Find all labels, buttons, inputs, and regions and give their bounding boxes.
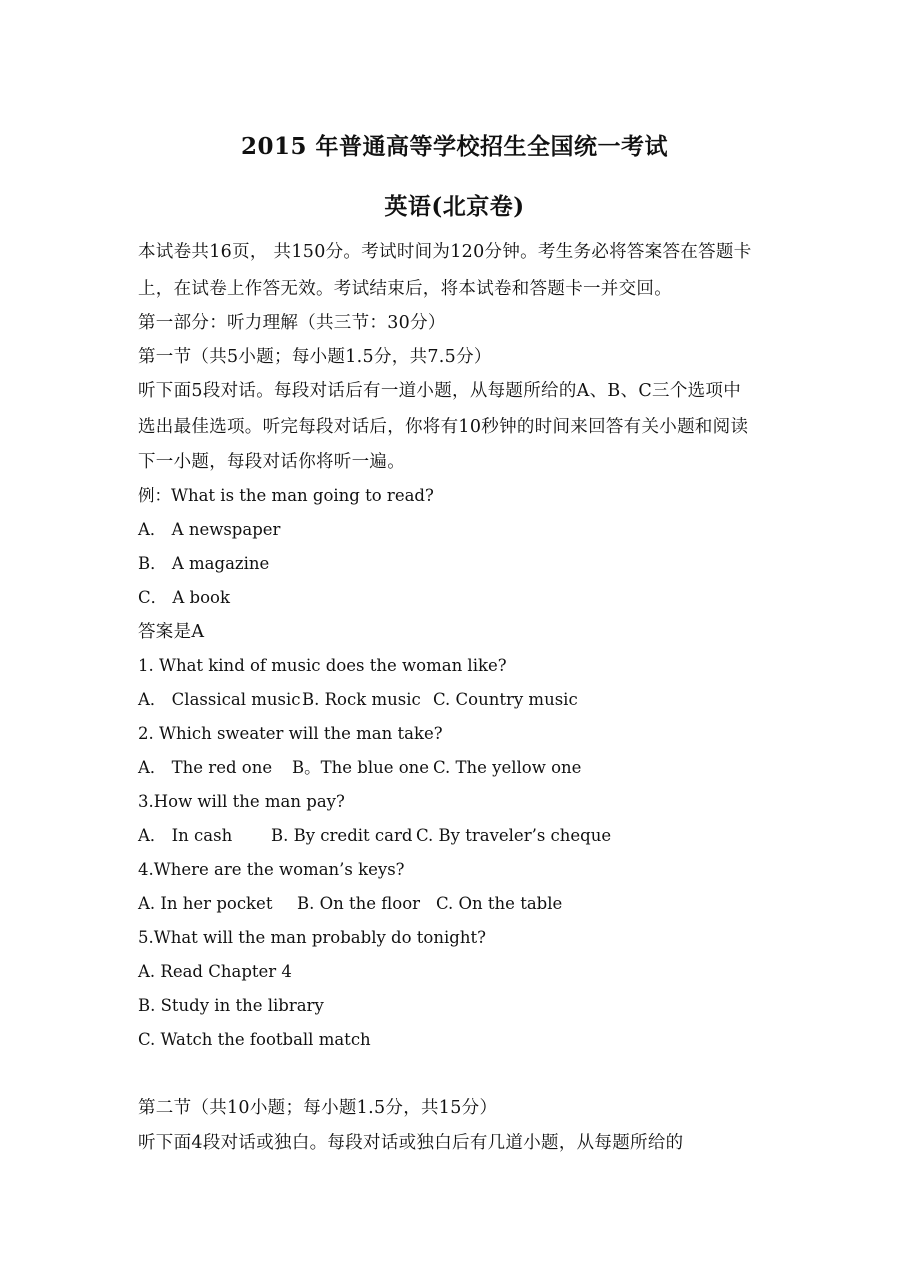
question-2-options xyxy=(138,757,581,779)
q2-option-a: A． The red one xyxy=(138,758,273,777)
q3-option-b: B. By credit card xyxy=(271,826,413,845)
q2-option-b: B。The blue one xyxy=(292,758,430,777)
question-4-options xyxy=(138,893,562,915)
example-option-a: A． A newspaper xyxy=(138,520,281,539)
section1-instruction-3: 下一小题，每段对话你将听一遍。 xyxy=(138,452,405,472)
q4-option-b: B. On the floor xyxy=(297,894,421,913)
page-title: 2015 年普通高等学校招生全国统一考试 xyxy=(240,133,669,160)
q1-option-b: B. Rock music xyxy=(302,690,421,709)
q5-option-a: A. Read Chapter 4 xyxy=(138,962,292,981)
question-1: 1. What kind of music does the woman like? xyxy=(138,656,507,675)
q3-option-a: A． In cash xyxy=(138,826,233,845)
intro-line-1: 本试卷共16页， 共150分。考试时间为120分钟。考生务必将答案答在答题卡 xyxy=(138,242,752,262)
q1-option-c: C. Country music xyxy=(433,690,578,709)
part1-heading: 第一部分：听力理解（共三节：30分） xyxy=(138,313,446,333)
question-5: 5.What will the man probably do tonight? xyxy=(138,928,486,947)
question-1-options xyxy=(138,689,578,711)
page-subtitle: 英语(北京卷) xyxy=(384,193,525,220)
intro-line-2: 上，在试卷上作答无效。考试结束后，将本试卷和答题卡一并交回。 xyxy=(138,279,672,299)
section2-heading: 第二节（共10小题；每小题1.5分，共15分） xyxy=(138,1098,498,1118)
q4-option-a: A. In her pocket xyxy=(138,894,273,913)
q5-option-b: B. Study in the library xyxy=(138,996,324,1015)
example-answer: 答案是A xyxy=(138,622,205,642)
question-4: 4.Where are the woman’s keys? xyxy=(138,860,405,879)
example-option-b: B． A magazine xyxy=(138,554,270,573)
section2-instruction-1: 听下面4段对话或独白。每段对话或独白后有几道小题，从每题所给的 xyxy=(138,1133,684,1153)
example-question: 例：What is the man going to read? xyxy=(138,486,434,505)
example-option-c: C． A book xyxy=(138,588,230,607)
section1-instruction-2: 选出最佳选项。听完每段对话后，你将有10秒钟的时间来回答有关小题和阅读 xyxy=(138,417,749,437)
question-3-options xyxy=(138,825,611,847)
q3-option-c: C. By traveler’s cheque xyxy=(416,826,612,845)
q4-option-c: C. On the table xyxy=(436,894,563,913)
q2-option-c: C. The yellow one xyxy=(433,758,582,777)
section1-instruction-1: 听下面5段对话。每段对话后有一道小题，从每题所给的A、B、C三个选项中 xyxy=(138,381,742,401)
question-3: 3.How will the man pay? xyxy=(138,792,345,811)
q5-option-c: C. Watch the football match xyxy=(138,1030,371,1049)
section1-heading: 第一节（共5小题；每小题1.5分，共7.5分） xyxy=(138,347,492,367)
q1-option-a: A． Classical music xyxy=(138,690,301,709)
question-2: 2. Which sweater will the man take? xyxy=(138,724,443,743)
